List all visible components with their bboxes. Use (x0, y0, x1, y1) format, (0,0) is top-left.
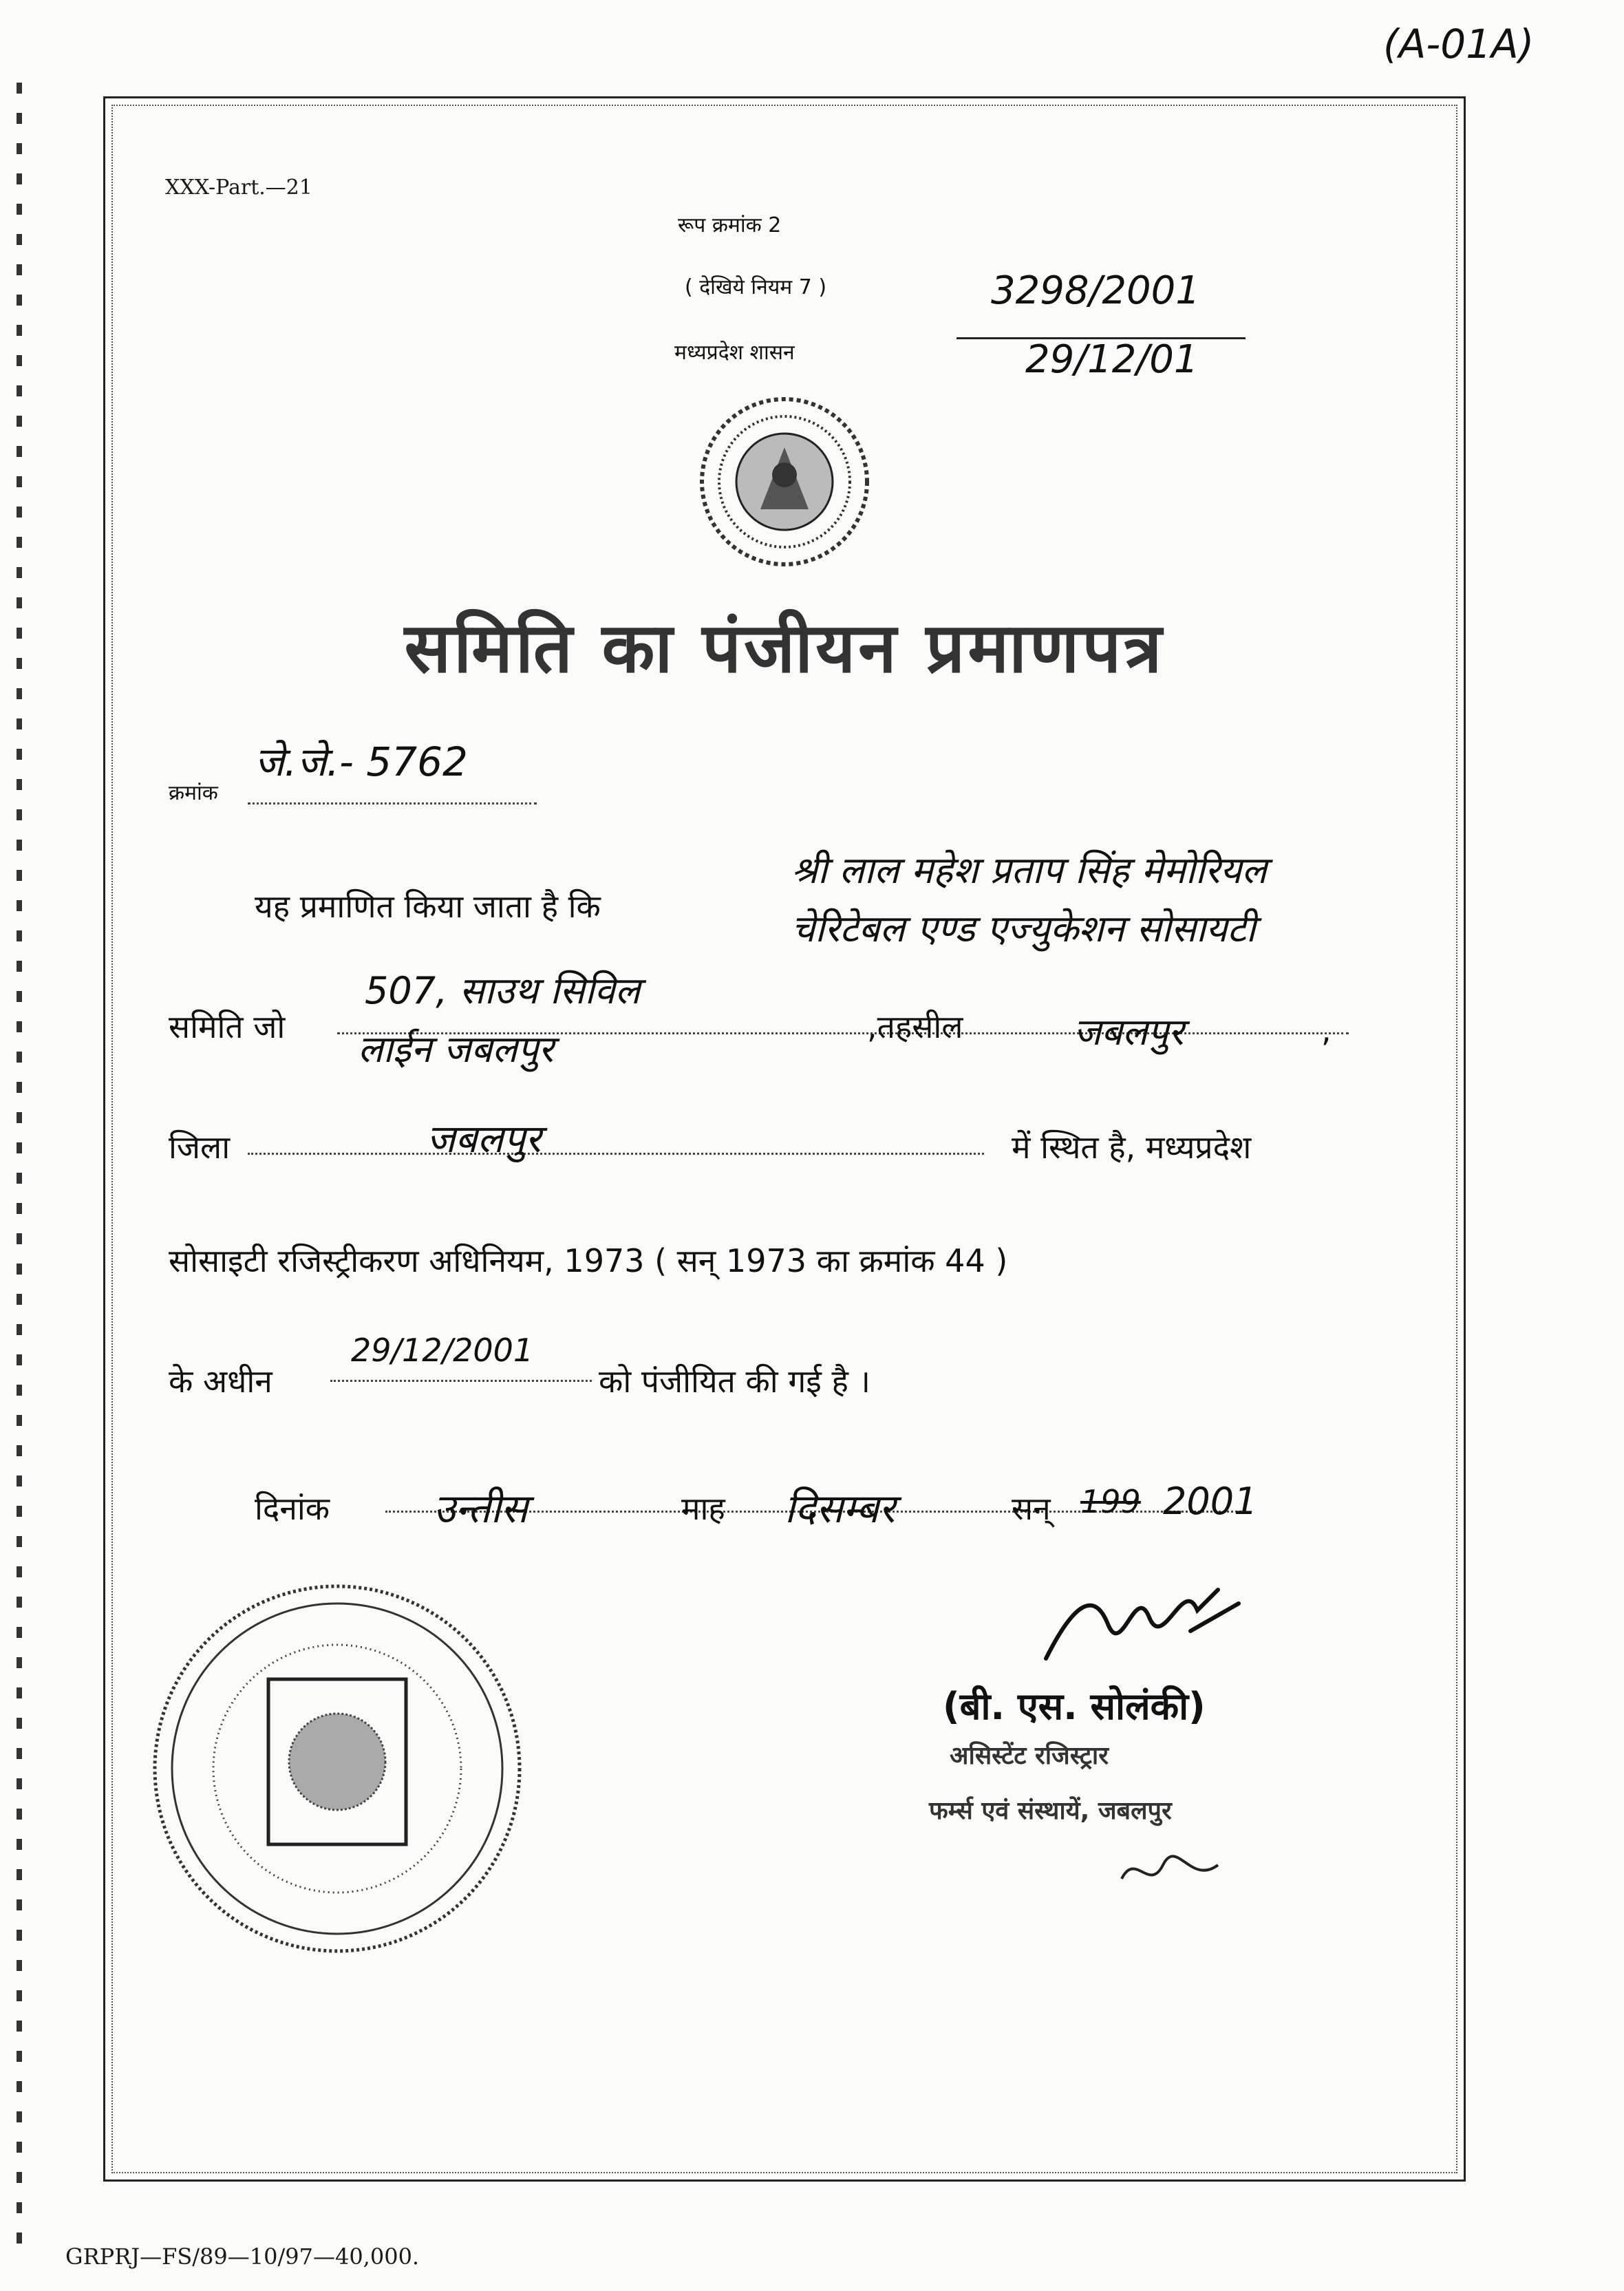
serial-value: जे.जे.- 5762 (255, 738, 468, 785)
certificate-title: समिति का पंजीयन प्रमाणपत्र (404, 608, 1165, 688)
dated-month: दिसम्बर (784, 1485, 895, 1532)
registered-suffix: को पंजीयित की गई है । (599, 1363, 870, 1400)
society-name-line1: श्री लाल महेश प्रताप सिंह मेमोरियल (791, 849, 1267, 892)
binding-edge (17, 83, 22, 2257)
state-emblem-seal (695, 392, 874, 571)
district-dotline (248, 1139, 984, 1155)
month-label: माह (681, 1490, 725, 1527)
signatory-office: फर्म्स एवं संस्थायें, जबलपुर (929, 1797, 1172, 1825)
tehsil-value: जबलपुर (1073, 1010, 1184, 1054)
form-number: रूप क्रमांक 2 (678, 213, 782, 237)
footer-code: GRPRJ—FS/89—10/97—40,000. (65, 2244, 420, 2270)
registered-prefix: के अधीन (169, 1363, 273, 1400)
signatory-designation: असिस्टेंट रजिस्ट्रार (950, 1742, 1109, 1770)
dated-year: 2001 (1163, 1480, 1258, 1523)
serial-dotline (248, 785, 537, 804)
year-label: सन् (1012, 1490, 1051, 1527)
registration-number: 3298/2001 (991, 268, 1200, 313)
district-label: जिला (169, 1129, 231, 1166)
rule-reference: ( देखिये नियम 7 ) (685, 275, 827, 299)
corner-label: (A-01A) (1383, 21, 1535, 67)
registration-date: 29/12/01 (1025, 337, 1199, 382)
government-label: मध्यप्रदेश शासन (674, 341, 795, 365)
serial-label: क्रमांक (169, 781, 218, 805)
dated-year-struck: 199 (1080, 1483, 1141, 1520)
dated-label: दिनांक (255, 1490, 330, 1527)
registrar-office-stamp (145, 1576, 530, 1961)
tehsil-comma: , (1321, 1012, 1332, 1049)
address-label: समिति जो (169, 1008, 286, 1045)
initials-signature (1115, 1844, 1225, 1899)
registrar-signature (1032, 1562, 1252, 1672)
dated-day: उन्तीस (434, 1485, 528, 1532)
form-code: XXX-Part.—21 (165, 175, 312, 200)
act-line: सोसाइटी रजिस्ट्रीकरण अधिनियम, 1973 ( सन् 1973 का क्रमांक 44 ) (169, 1242, 1008, 1279)
district-value: जबलपुर (427, 1117, 542, 1162)
district-suffix: में स्थित है, मध्यप्रदेश (1012, 1129, 1252, 1166)
registered-date: 29/12/2001 (351, 1332, 534, 1369)
society-name-line2: चेरिटेबल एण्ड एज्युकेशन सोसायटी (791, 907, 1256, 950)
address-line1: 507, साउथ सिविल (365, 969, 641, 1012)
address-line2: लाईन जबलपुर (358, 1027, 554, 1071)
certify-prefix: यह प्रमाणित किया जाता है कि (255, 888, 601, 925)
signatory-name: (बी. एस. सोलंकी) (943, 1685, 1206, 1728)
tehsil-label: ,तहसील (867, 1008, 963, 1045)
